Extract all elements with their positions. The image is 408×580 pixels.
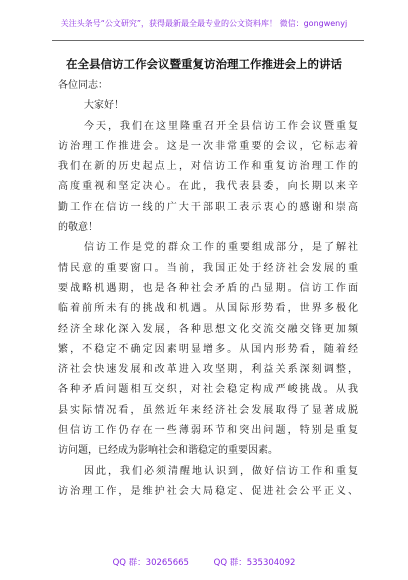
paragraph-line: 访问题，已经成为影响社会和谐稳定的重要因素。	[58, 445, 278, 457]
paragraph-line: 临着前所未有的挑战和机遇。从国际形势看，世界多极化	[58, 303, 358, 315]
paragraph-line: 的敬意！	[58, 222, 98, 234]
paragraph-line: 县实际情况看，虽然近年来经济社会发展取得了显著成脱	[58, 404, 358, 416]
paragraph-line: 访治理工作，是维护社会大局稳定、促进社会公平正义、	[58, 485, 358, 497]
paragraph-line: 因此，我们必须清醒地认识到，做好信访工作和重复	[84, 465, 358, 477]
paragraph-line: 要战略机遇期，也是各种社会矛盾的凸显期。信访工作面	[58, 282, 358, 294]
paragraph-line: 勤工作在信访一线的广大干部职工表示衷心的感谢和崇高	[58, 201, 358, 213]
paragraph-line: 我们在新的历史起点上，对信访工作和重复访治理工作的	[58, 161, 358, 173]
header-divider	[52, 40, 364, 41]
header-banner: 关注头条号“公文研究”，获得最新最全最专业的公文资料库！ 微信：gongwenyj	[60, 19, 348, 28]
paragraph-line: 高度重视和坚定决心。在此，我代表县委，向长期以来辛	[58, 181, 358, 193]
document-title: 在全县信访工作会议暨重复访治理工作推进会上的讲话	[66, 57, 342, 71]
paragraph-line: 济社会快速发展和改革进入攻坚期，利益关系深刻调整，	[58, 364, 358, 376]
document-body	[58, 76, 358, 502]
paragraph-line: 但信访工作仍存在一些薄弱环节和突出问题，特别是重复	[58, 425, 358, 437]
footer-qq-group-2: QQ 群：535304092	[213, 558, 296, 568]
greeting-line: 大家好！	[84, 100, 124, 112]
salutation-line: 各位同志：	[58, 80, 108, 91]
paragraph-line: 繁，不稳定不确定因素明显增多。从国内形势看，随着经	[58, 343, 358, 355]
paragraph-line: 信访工作是党的群众工作的重要组成部分，是了解社	[84, 242, 358, 254]
paragraph-line: 访治理工作推进会。这是一次非常重要的会议，它标志着	[58, 140, 358, 152]
paragraph-line: 各种矛盾问题相互交织，对社会稳定构成严峻挑战。从我	[58, 384, 358, 396]
paragraph-line: 经济全球化深入发展，各种思想文化交流交融交锋更加频	[58, 323, 358, 335]
footer	[0, 556, 408, 568]
paragraph-line: 情民意的重要窗口。当前，我国正处于经济社会发展的重	[58, 262, 358, 274]
footer-qq-group-1: QQ 群：30265665	[112, 558, 189, 568]
paragraph-line: 今天，我们在这里隆重召开全县信访工作会议暨重复	[84, 120, 358, 132]
